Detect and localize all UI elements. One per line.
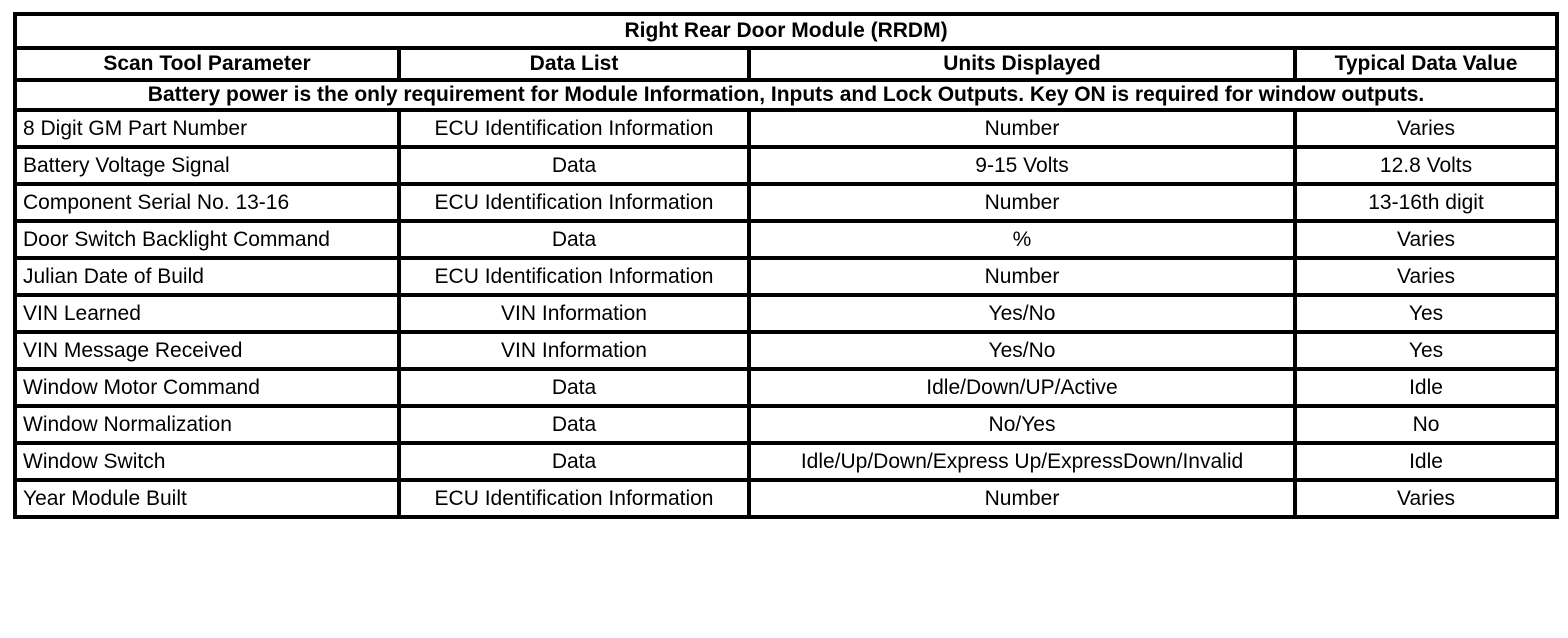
table-head [15, 14, 1557, 110]
table-title: Right Rear Door Module (RRDM) [15, 14, 1557, 48]
table-cell: Data [399, 147, 749, 184]
table-cell: Yes [1295, 332, 1557, 369]
table-row [15, 258, 1557, 295]
battery-power-note: Battery power is the only requirement for Module Information, Inputs and Lock Outputs. Key ON is required for window outputs. [15, 80, 1557, 110]
table-cell: Julian Date of Build [15, 258, 399, 295]
table-cell: Yes [1295, 295, 1557, 332]
table-cell: 9-15 Volts [749, 147, 1295, 184]
table-cell: Number [749, 480, 1295, 517]
table-cell: Data [399, 369, 749, 406]
table-cell: ECU Identification Information [399, 184, 749, 221]
table-cell: 12.8 Volts [1295, 147, 1557, 184]
table-row [15, 332, 1557, 369]
table-cell: 8 Digit GM Part Number [15, 110, 399, 147]
table-row [15, 369, 1557, 406]
table-cell: Number [749, 258, 1295, 295]
table-cell: Battery Voltage Signal [15, 147, 399, 184]
table-cell: Idle/Down/UP/Active [749, 369, 1295, 406]
table-row [15, 147, 1557, 184]
table-cell: VIN Information [399, 332, 749, 369]
table-cell: Yes/No [749, 332, 1295, 369]
table-row [15, 480, 1557, 517]
column-header-units-displayed: Units Displayed [749, 48, 1295, 80]
table-cell: Number [749, 184, 1295, 221]
table-row [15, 184, 1557, 221]
table-cell: Data [399, 443, 749, 480]
table-cell: No/Yes [749, 406, 1295, 443]
table-cell: Door Switch Backlight Command [15, 221, 399, 258]
title-row [15, 14, 1557, 48]
table-cell: VIN Information [399, 295, 749, 332]
table-cell: ECU Identification Information [399, 110, 749, 147]
table-cell: % [749, 221, 1295, 258]
table-cell: Year Module Built [15, 480, 399, 517]
table-cell: Varies [1295, 258, 1557, 295]
table-row [15, 443, 1557, 480]
table-cell: Window Normalization [15, 406, 399, 443]
table-cell: ECU Identification Information [399, 480, 749, 517]
table-cell: VIN Learned [15, 295, 399, 332]
table-cell: VIN Message Received [15, 332, 399, 369]
table-row [15, 110, 1557, 147]
table-cell: Idle [1295, 369, 1557, 406]
table-cell: Data [399, 406, 749, 443]
table-cell: Varies [1295, 221, 1557, 258]
rrdm-scan-tool-table [13, 12, 1559, 519]
table-cell: Idle [1295, 443, 1557, 480]
table-cell: Number [749, 110, 1295, 147]
table-cell: Varies [1295, 480, 1557, 517]
table-cell: ECU Identification Information [399, 258, 749, 295]
table-row [15, 406, 1557, 443]
table-cell: Data [399, 221, 749, 258]
table-row [15, 221, 1557, 258]
table-cell: Component Serial No. 13-16 [15, 184, 399, 221]
table-cell: No [1295, 406, 1557, 443]
column-header-scan-tool-parameter: Scan Tool Parameter [15, 48, 399, 80]
note-row [15, 80, 1557, 110]
column-header-typical-data-value: Typical Data Value [1295, 48, 1557, 80]
table-cell: Yes/No [749, 295, 1295, 332]
table-cell: Window Motor Command [15, 369, 399, 406]
table-cell: 13-16th digit [1295, 184, 1557, 221]
table-body [15, 110, 1557, 517]
table-row [15, 295, 1557, 332]
column-header-row [15, 48, 1557, 80]
table-cell: Window Switch [15, 443, 399, 480]
column-header-data-list: Data List [399, 48, 749, 80]
table-cell: Idle/Up/Down/Express Up/ExpressDown/Invalid [749, 443, 1295, 480]
table-cell: Varies [1295, 110, 1557, 147]
